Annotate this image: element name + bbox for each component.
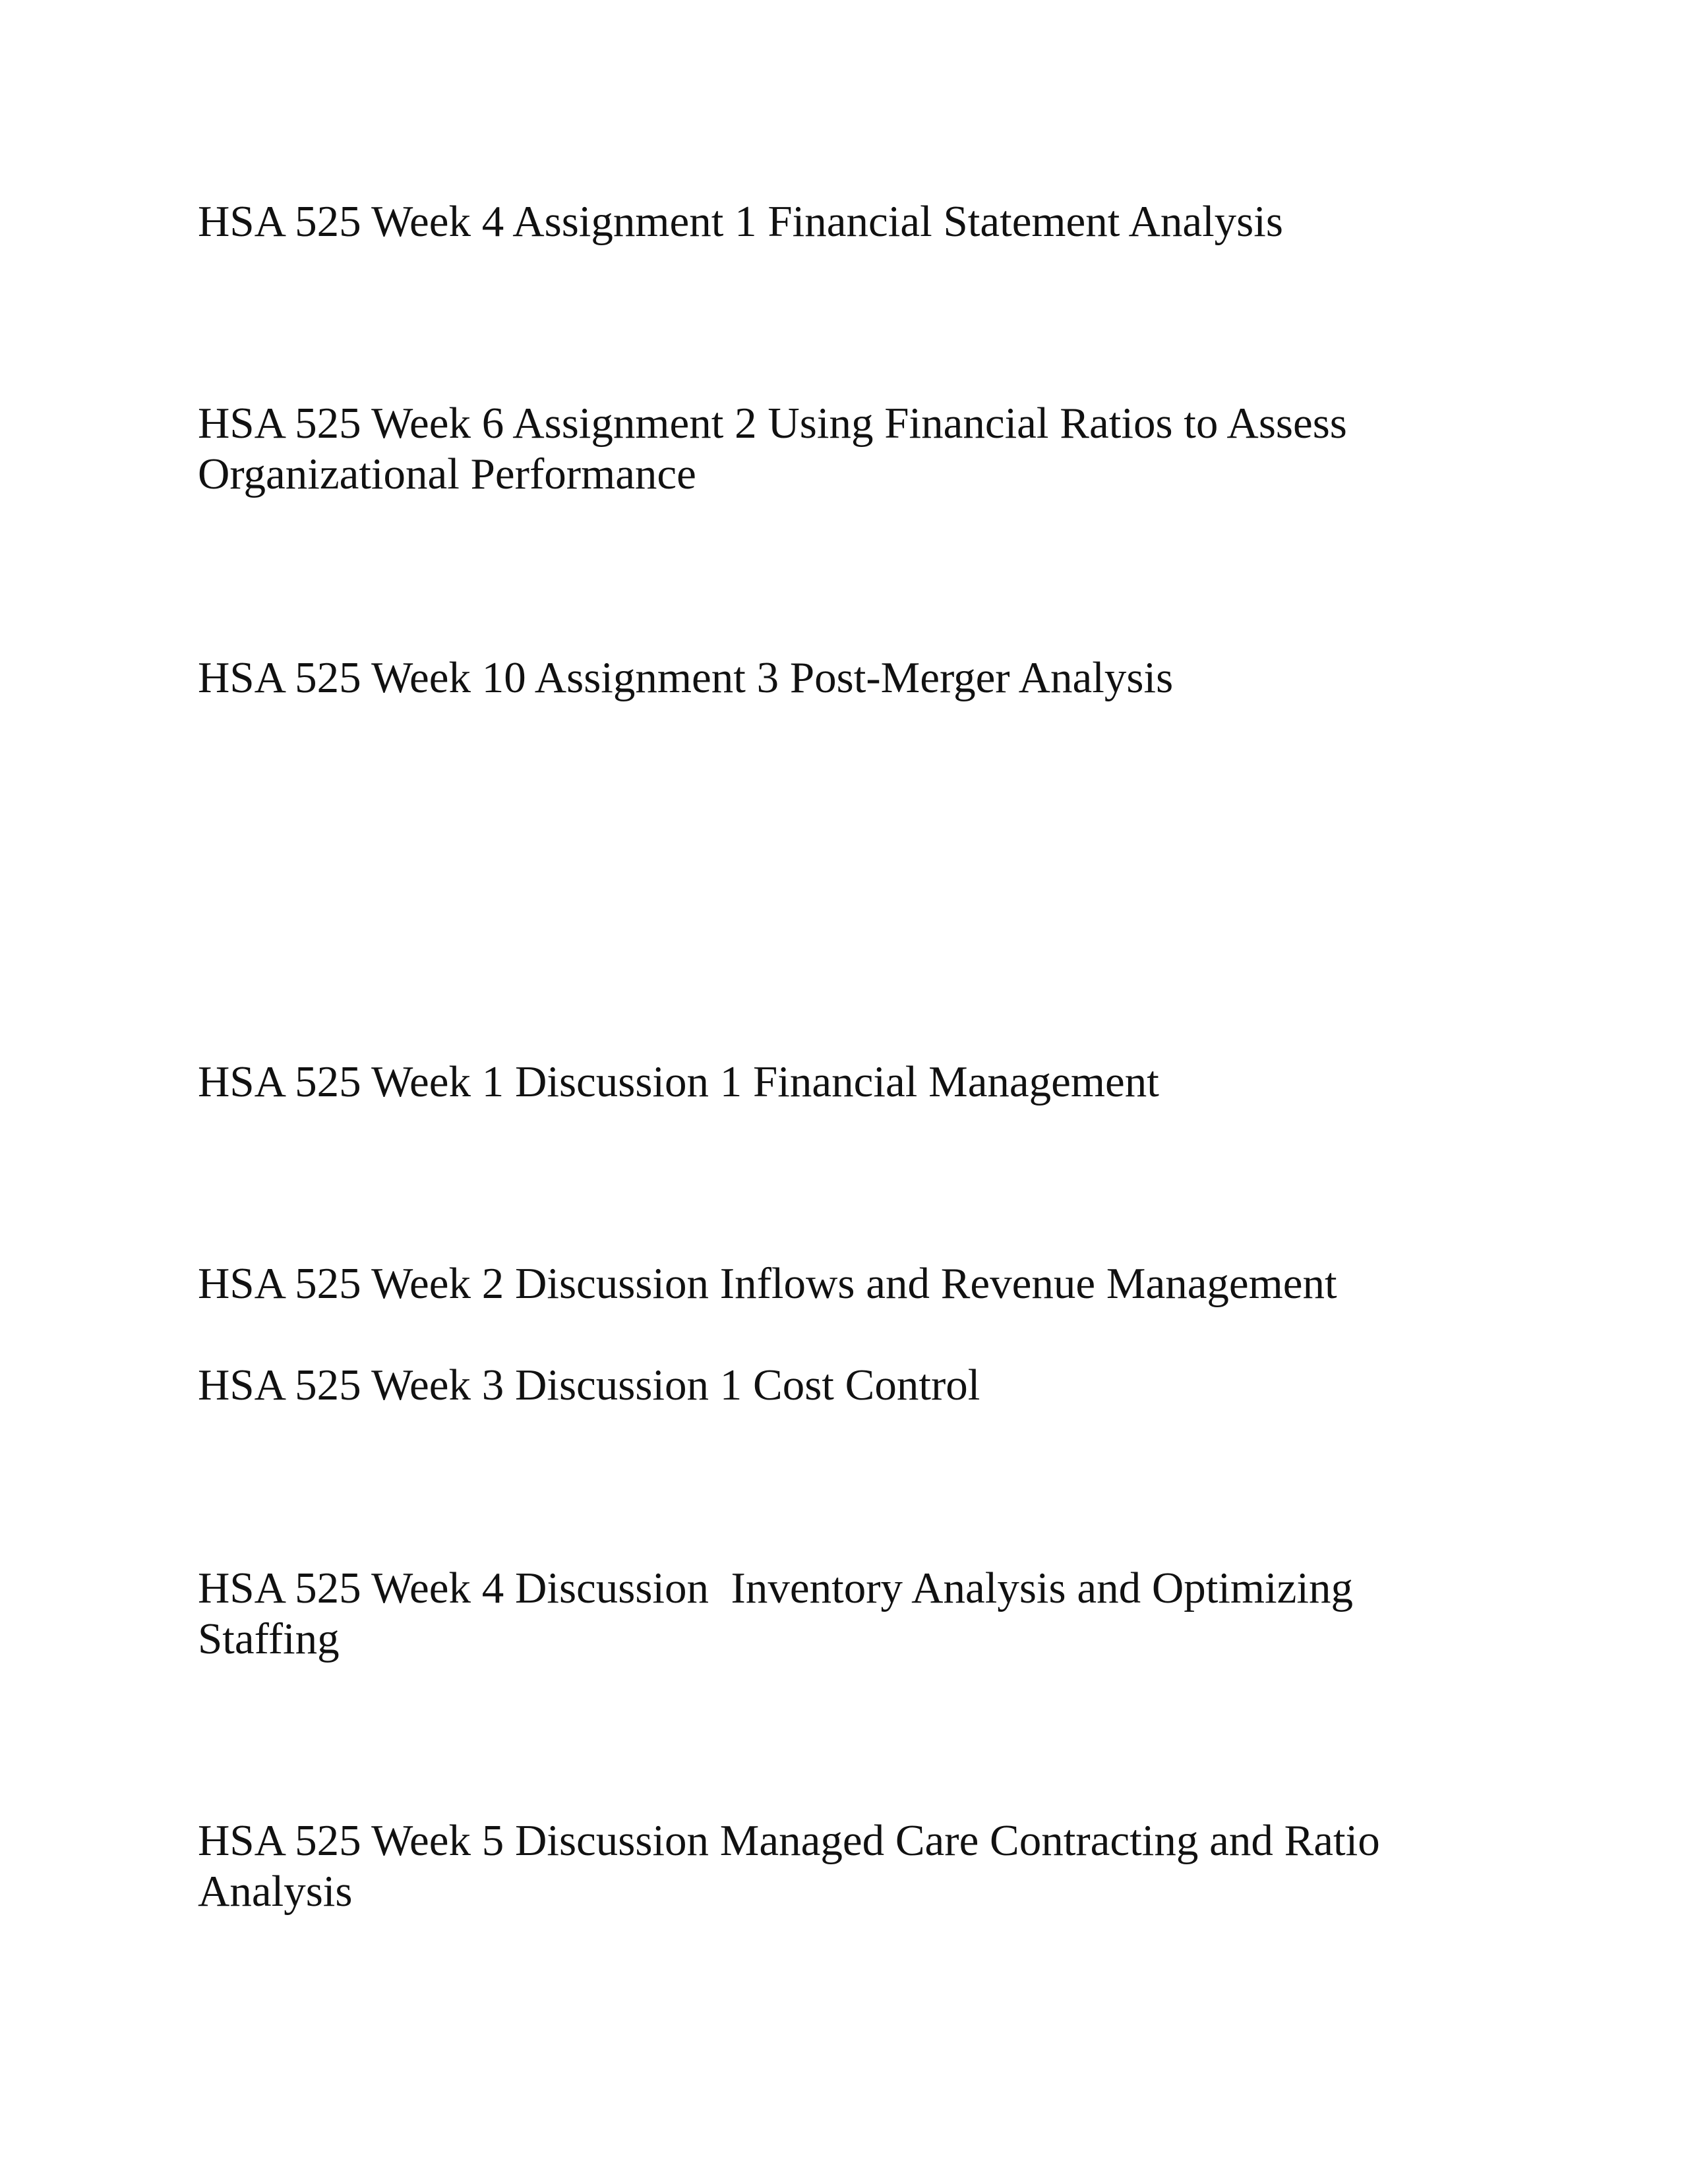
discussion-week-5-entry: HSA 525 Week 5 Discussion Managed Care Contracting and Ratio Analysis [198,1816,1380,1916]
discussion-week-4-entry: HSA 525 Week 4 Discussion Inventory Analysis and Optimizing Staffing [198,1564,1354,1663]
discussion-week-1-entry: HSA 525 Week 1 Discussion 1 Financial Management [198,1057,1159,1106]
discussion-week-2-entry: HSA 525 Week 2 Discussion Inflows and Revenue Management [198,1259,1337,1308]
assignment-1-entry: HSA 525 Week 4 Assignment 1 Financial Statement Analysis [198,197,1283,246]
assignment-2-entry: HSA 525 Week 6 Assignment 2 Using Financial Ratios to Assess Organizational Performance [198,399,1347,498]
discussion-week-3-entry: HSA 525 Week 3 Discussion 1 Cost Control [198,1361,980,1409]
assignment-3-entry: HSA 525 Week 10 Assignment 3 Post-Merger Analysis [198,653,1174,702]
